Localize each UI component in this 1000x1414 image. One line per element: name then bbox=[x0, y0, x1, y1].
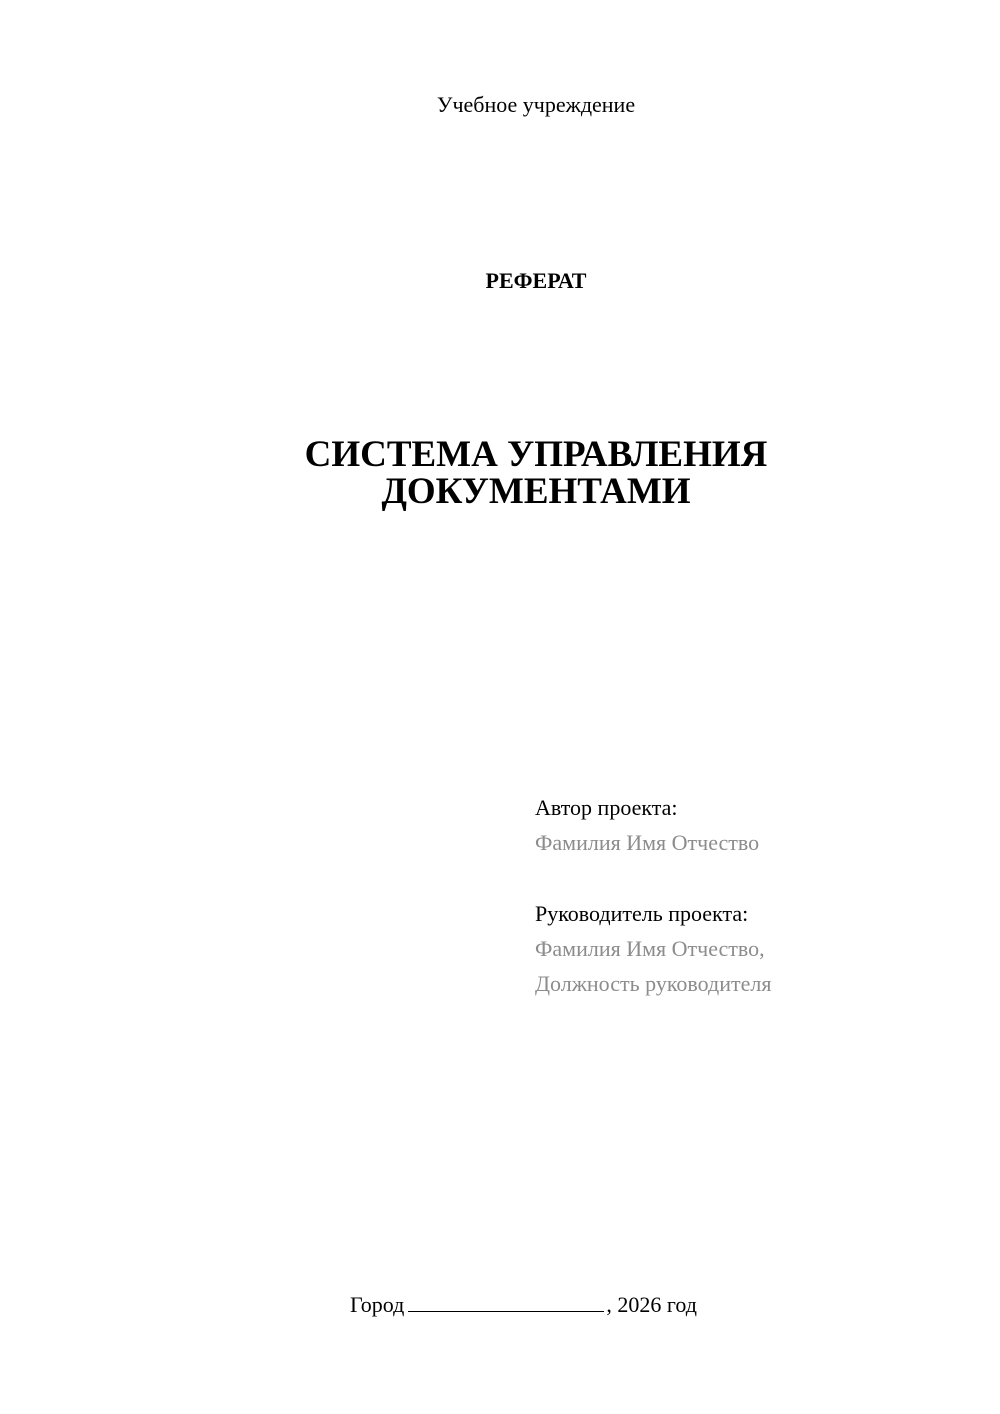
institution-name: Учебное учреждение bbox=[436, 92, 636, 117]
supervisor-label: Руководитель проекта: bbox=[535, 901, 749, 926]
title-line-2: ДОКУМЕНТАМИ bbox=[381, 471, 691, 512]
document-title bbox=[0, 436, 1000, 510]
author-label: Автор проекта: bbox=[535, 795, 678, 820]
credits-block bbox=[535, 790, 771, 1001]
city-blank-line bbox=[408, 1291, 604, 1312]
supervisor-name-placeholder: Фамилия Имя Отчество, bbox=[535, 936, 765, 961]
city-label: Город bbox=[350, 1292, 405, 1317]
year-label: , 2026 год bbox=[606, 1292, 697, 1317]
supervisor-position-placeholder: Должность руководителя bbox=[535, 971, 772, 996]
document-type: РЕФЕРАТ bbox=[485, 268, 587, 293]
title-line-1: СИСТЕМА УПРАВЛЕНИЯ bbox=[304, 434, 768, 475]
city-year-footer bbox=[350, 1291, 697, 1319]
author-name-placeholder: Фамилия Имя Отчество bbox=[535, 830, 760, 855]
